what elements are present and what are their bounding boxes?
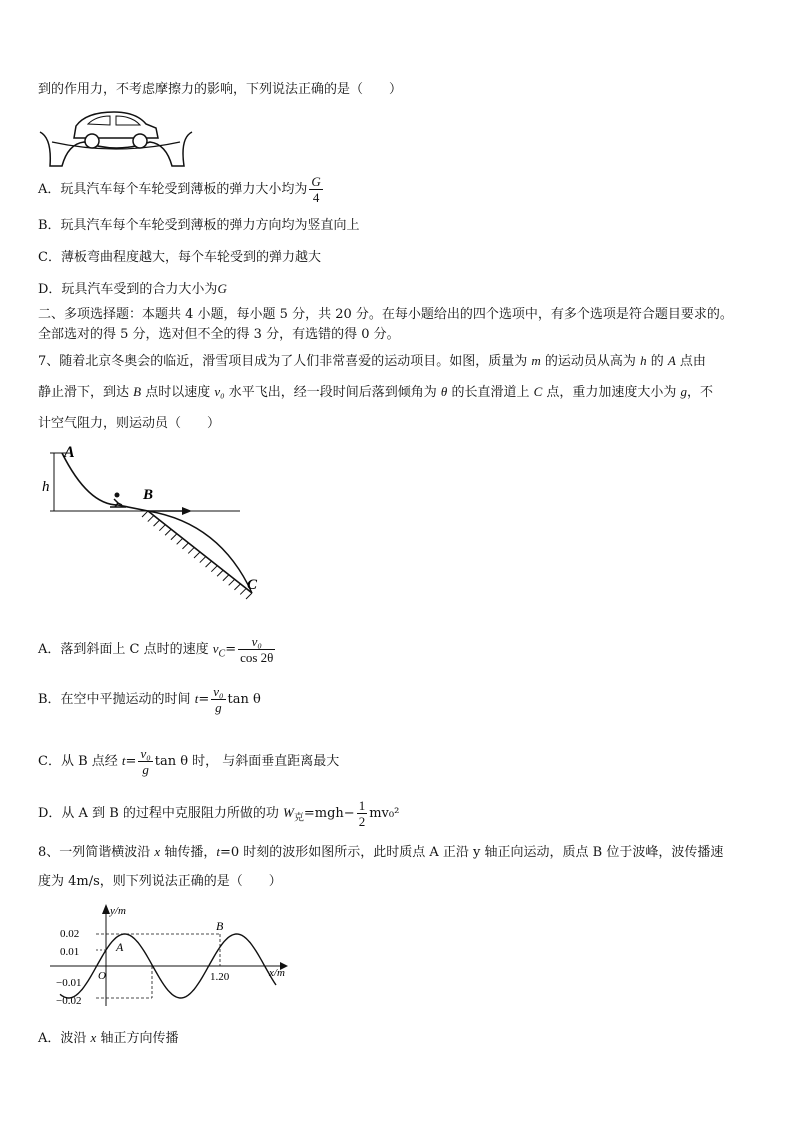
toy-car-figure — [38, 108, 194, 170]
question-7-stem-line2: 静止滑下，到达 B 点时以速度 v₀ 水平飞出，经一段时间后落到倾角为 θ 的长直滑道上 C 点，重力加速度大小为 g，不 — [38, 384, 714, 400]
origin-label: O — [98, 970, 106, 982]
x-axis-label: x/m — [269, 967, 285, 979]
option-a-q8[interactable]: A．波沿 x 轴正方向传播 — [38, 1030, 179, 1046]
option-a-q7[interactable]: A．落到斜面上 C 点时的速度 $v_C=$ $\frac{\text{v₀}}{\cos 2\theta}$ — [38, 634, 274, 665]
option-b[interactable]: B．玩具汽车每个车轮受到薄板的弹力方向均为竖直向上 — [38, 218, 360, 233]
label-a: A — [64, 444, 75, 461]
ski-jump-figure — [40, 443, 270, 608]
question-7-stem-line3: 计空气阻力，则运动员（ ） — [38, 416, 221, 431]
label-c: C — [247, 577, 258, 593]
question-stem-continuation: 到的作用力，不考虑摩擦力的影响，下列说法正确的是（ ） — [38, 82, 403, 97]
option-c[interactable]: C．薄板弯曲程度越大，每个车轮受到的弹力越大 — [38, 250, 321, 265]
y-axis-label: y/m — [110, 905, 126, 917]
svg-text:−0.01: −0.01 — [56, 977, 82, 989]
fraction-g-over-4: $\frac{G}{4}$ — [311, 174, 321, 205]
option-a[interactable]: A．玩具汽车每个车轮受到薄板的弹力大小均为 $\frac{G}{4}$ — [38, 174, 321, 205]
wave-figure — [40, 900, 300, 1012]
question-7-stem: 7、随着北京冬奥会的临近，滑雪项目成为了人们非常喜爱的运动项目。如图，质量为 m 的运动员从高为 h 的 A 点由 — [38, 353, 706, 369]
point-b-label: B — [216, 919, 224, 933]
svg-text:−0.02: −0.02 — [56, 995, 82, 1007]
point-a-label: A — [116, 940, 124, 954]
label-h: h — [42, 479, 50, 495]
svg-text:0.02: 0.02 — [60, 928, 80, 940]
section-header-scoring: 全部选对的得 5 分，选对但不全的得 3 分，有选错的得 0 分。 — [38, 327, 400, 342]
x-tick-label: 1.20 — [210, 971, 230, 983]
svg-text:0.01: 0.01 — [60, 946, 80, 958]
question-8-stem: 8、一列简谐横波沿 x 轴传播，t=0 时刻的波形如图所示，此时质点 A 正沿 y 轴正向运动，质点 B 位于波峰，波传播速 — [38, 844, 724, 860]
section-header: 二、多项选择题：本题共 4 小题，每小题 5 分，共 20 分。在每小题给出的四个选项中，有多个选项是符合题目要求的。 — [38, 307, 733, 322]
option-b-q7[interactable]: B．在空中平抛运动的时间 t= $\frac{\text{v₀}}{g}$ tan θ — [38, 684, 261, 715]
option-d[interactable]: D．玩具汽车受到的合力大小为G — [38, 281, 227, 297]
option-c-q7[interactable]: C．从 B 点经 t= $\frac{\text{v₀}}{g}$ tan θ 时， 与斜面垂直距离最大 — [38, 746, 340, 777]
label-b: B — [143, 487, 154, 503]
question-8-stem-line2: 度为 4m/s，则下列说法正确的是（ ） — [38, 874, 282, 889]
option-d-q7[interactable]: D．从 A 到 B 的过程中克服阻力所做的功 $W_克=mgh-$ $\frac{1}{2}$ mv₀² — [38, 798, 400, 829]
